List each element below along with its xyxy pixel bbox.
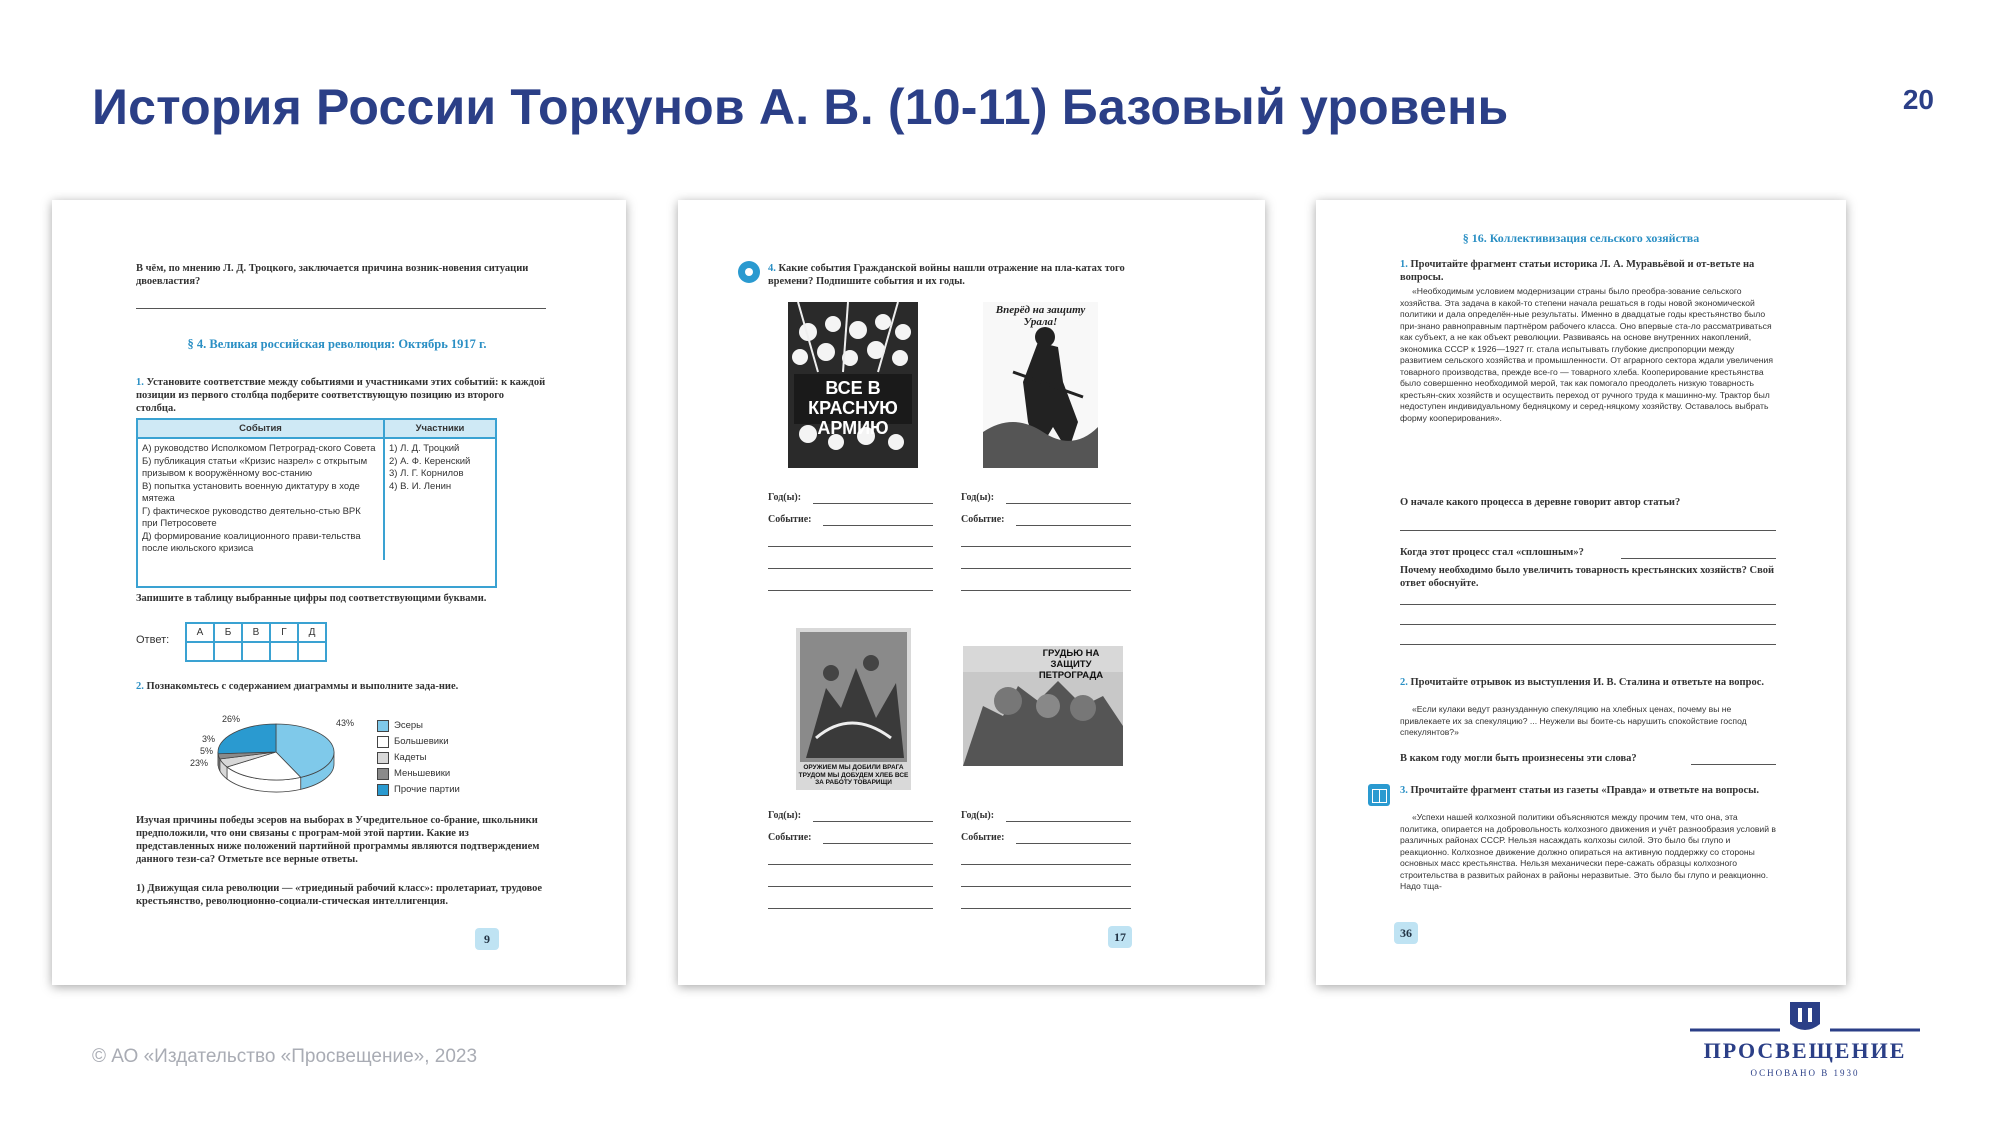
event-label: Событие: [961,832,1005,843]
poster-caption: Вперёд на защиту Урала! [995,304,1086,328]
quote-pravda: «Успехи нашей колхозной политики объясняются между прочим тем, что она, эта политика, опирается на добровольность колхозного движения и учёт разнообразия условий в различных районах СССР. Нельзя насаждать колхозы силой. Это было бы глупо и реакционно. Колхозное движение должно опираться на активную поддержку со стороны основных масс крестьянства. Нельзя механически пере-сажать образцы колхозного строительства в развитых районах в районы неразвитые. Это было бы глупо и реакционно. Надо тща- [1400,812,1776,891]
year-line[interactable] [813,503,933,504]
legend-swatch [377,768,389,780]
question-number: 3. [1400,785,1408,796]
section-title: § 16. Коллективизация сельского хозяйства [1462,231,1700,245]
question-1 [136,376,546,415]
year-label: Год(ы): [768,810,802,821]
table-event-item: В) попытка установить военную диктатуру в ходе мятежа [142,480,360,504]
poster-caption: ГРУДЬЮ НА ЗАЩИТУ ПЕТРОГРАДА [1038,648,1104,681]
legend-swatch [377,720,389,732]
answer-line[interactable] [768,864,933,865]
year-label: Год(ы): [961,492,995,503]
table-participant-item: 3) Л. Г. Корнилов [389,468,464,479]
answer-line[interactable] [768,886,933,887]
question-text: Познакомьтесь с содержанием диаграммы и выполните зада-ние. [146,681,459,692]
answer-line[interactable] [961,886,1131,887]
event-label: Событие: [768,514,812,525]
page-number: 36 [1394,922,1418,944]
sub-question: О начале какого процесса в деревне говорит автор статьи? [1400,497,1681,508]
answer-grid [185,622,327,662]
book-icon [1368,784,1390,806]
textbook-page-17 [678,200,1265,985]
answer-line[interactable] [1400,604,1776,605]
intro-question: В чём, по мнению Л. Д. Троцкого, заключается причина возник-новения ситуации двоевластия? [136,263,529,287]
table-participant-item: 1) Л. Д. Троцкий [389,443,460,454]
party-pie-chart [148,708,368,808]
question-number: 4. [768,263,776,274]
year-label: Год(ы): [961,810,995,821]
event-line[interactable] [1016,843,1131,844]
table-event-item: Д) формирование коалиционного прави-тельства после июльского кризиса [142,530,361,554]
textbook-page-9 [52,200,626,985]
pie-value-label: 43% [336,718,355,728]
event-line[interactable] [823,525,933,526]
question-2 [1400,676,1776,689]
q2-option-1: 1) Движущая сила революции — «триединый рабочий класс»: пролетариат, трудовое крестьянство, революционно-социали-стическая интеллигенция. [136,883,542,907]
answer-cell[interactable] [242,642,270,661]
poster-ural [983,302,1098,468]
question-3 [1400,784,1776,797]
disc-icon [738,261,760,283]
question-number: 2. [1400,677,1408,688]
poster-caption: ОРУЖИЕМ МЫ ДОБИЛИ ВРАГА ТРУДОМ МЫ ДОБУДЕМ ХЛЕБ ВСЕ ЗА РАБОТУ ТОВАРИЩИ [798,764,909,786]
prosveshchenie-logo [1690,994,1920,1084]
legend-item [377,766,460,782]
question-number: 2. [136,681,144,692]
pie-value-label: 5% [200,746,214,756]
events-column [138,439,385,560]
question-2 [136,680,546,693]
answer-cell[interactable] [214,642,242,661]
table-event-item: Г) фактическое руководство деятельно-стью ВРК при Петросовете [142,505,361,529]
legend-label: Кадеты [394,752,427,763]
slide-number: 20 [1902,84,1934,115]
answer-line [136,308,546,309]
page-number: 9 [475,928,499,950]
legend-item [377,718,460,734]
answer-line[interactable] [961,864,1131,865]
answer-letter: Г [270,623,298,642]
legend-label: Меньшевики [394,768,451,779]
pie-legend [377,718,460,798]
quote-stalin: «Если кулаки ведут разнузданную спекуляцию на хлебных ценах, почему вы не привлекаете их за спекуляцию? ... Неужели вы боите-сь нарушить спокойствие господ спекулянтов?» [1400,704,1747,737]
answer-line[interactable] [1400,530,1776,531]
question-1 [1400,258,1776,284]
answer-line[interactable] [768,568,933,569]
pie-slice [218,724,276,754]
event-line[interactable] [1016,525,1131,526]
legend-label: Эсеры [394,720,423,731]
answer-line[interactable] [961,568,1131,569]
q2-body: Изучая причины победы эсеров на выборах в Учредительное со-брание, школьники предположили, что они связаны с програм-мой этой партии. Какие из представленных ниже положений партийной программы являются подтверждением данного тези-са? Отметьте все верные ответы. [136,815,540,865]
copyright: © АО «Издательство «Просвещение», 2023 [92,1046,478,1067]
year-line[interactable] [813,821,933,822]
answer-line[interactable] [768,908,933,909]
answer-line[interactable] [961,590,1131,591]
question-text: Прочитайте фрагмент статьи историка Л. А. Муравьёвой и от-ветьте на вопросы. [1400,259,1755,283]
answer-line[interactable] [1400,624,1776,625]
pie-value-label: 3% [202,734,216,744]
table-event-item: Б) публикация статьи «Кризис назрел» с открытым призывом к вооружённому вос-станию [142,455,368,479]
legend-swatch [377,784,389,796]
answer-cell[interactable] [298,642,326,661]
year-line[interactable] [1006,821,1131,822]
question-text: Установите соответствие между событиями и участниками этих событий: к каждой позиции из первого столбца подберите соответствующую позицию из второго столбца. [136,377,546,414]
poster-work [796,628,911,790]
poster-petrograd [963,646,1123,766]
answer-letter: В [242,623,270,642]
sub-question: В каком году могли быть произнесены эти слова? [1400,753,1637,764]
answer-line[interactable] [961,546,1131,547]
participants-column [385,439,495,560]
answer-cell[interactable] [186,642,214,661]
table-event-item: А) руководство Исполкомом Петроград-ского Совета [142,443,376,454]
slide-title: История России Торкунов А. В. (10-11) Базовый уровень [92,79,1509,135]
quote-muravyova: «Необходимым условием модернизации страны было преобра-зование сельского хозяйства. Эта задача в какой-то степени начала решаться в годы новой экономической политики и дала определён-ные результаты. Именно в двадцатые годы крестьянство было при-знано равноправным партнёром рабочего класса. Оно впервые ста-ло рассматриваться как субъект, а не как объект революции. Развиваясь на основе внутренних накоплений, экономика СССР к 1926—1927 гг. стала испытывать глубокие диспропорции между развитием сельского хозяйства и промышленности. От аграрного сектора ждали увеличения товарного производства, прежде все-го — товарного хлеба. Кооперирование крестьянства было совершенно необходимой мерой, так как помогало преодолеть низкую товарность крестьян-ских хозяйств и осуществить переход от ручного труда к машинно-му. Трактор был недоступен индивидуальному бедняцкому и серед-няцкому хозяйству. Оставалось выбрать форму кооперирования». [1400,286,1773,423]
textbook-page-36 [1316,200,1846,985]
pie-value-label: 26% [222,714,241,724]
page-number: 17 [1108,926,1132,948]
event-label: Событие: [961,514,1005,525]
section-title: § 4. Великая российская революция: Октябрь 1917 г. [187,337,487,351]
legend-item [377,750,460,766]
poster-caption: ВСЕ В КРАСНУЮ АРМИЮ [808,378,898,438]
pie-value-label: 23% [190,758,209,768]
question-text: Прочитайте отрывок из выступления И. В. Сталина и ответьте на вопрос. [1410,677,1764,688]
question-4 [768,262,1168,288]
legend-label: Большевики [394,736,449,747]
answer-label: Ответ: [136,634,170,646]
matching-table [136,418,497,588]
answer-line[interactable] [768,590,933,591]
legend-swatch [377,752,389,764]
event-line[interactable] [823,843,933,844]
logo-name: ПРОСВЕЩЕНИЕ [1703,1038,1907,1063]
question-number: 1. [1400,259,1408,270]
legend-item [377,782,460,798]
answer-letter: Б [214,623,242,642]
legend-label: Прочие партии [394,784,460,795]
event-label: Событие: [768,832,812,843]
table-participant-item: 4) В. И. Ленин [389,480,452,492]
table-header-events: События [138,420,385,437]
write-hint: Запишите в таблицу выбранные цифры под соответствующими буквами. [136,593,487,604]
year-label: Год(ы): [768,492,802,503]
answer-line[interactable] [961,908,1131,909]
answer-letter: А [186,623,214,642]
year-line[interactable] [1006,503,1131,504]
question-number: 1. [136,377,144,388]
table-header-participants: Участники [415,423,465,434]
answer-line[interactable] [1691,764,1776,765]
answer-cell[interactable] [270,642,298,661]
legend-item [377,734,460,750]
legend-swatch [377,736,389,748]
sub-question: Почему необходимо было увеличить товарность крестьянских хозяйств? Свой ответ обоснуйте. [1400,565,1775,589]
logo-tagline: ОСНОВАНО В 1930 [1750,1068,1860,1078]
poster-red-army [788,302,918,468]
question-text: Прочитайте фрагмент статьи из газеты «Правда» и ответьте на вопросы. [1410,785,1759,796]
table-participant-item: 2) А. Ф. Керенский [389,455,471,467]
answer-line[interactable] [1400,644,1776,645]
answer-letter: Д [298,623,326,642]
question-text: Какие события Гражданской войны нашли отражение на пла-катах того времени? Подпишите события и их годы. [768,263,1125,287]
answer-line[interactable] [768,546,933,547]
answer-line[interactable] [1621,558,1776,559]
sub-question: Когда этот процесс стал «сплошным»? [1400,547,1584,558]
